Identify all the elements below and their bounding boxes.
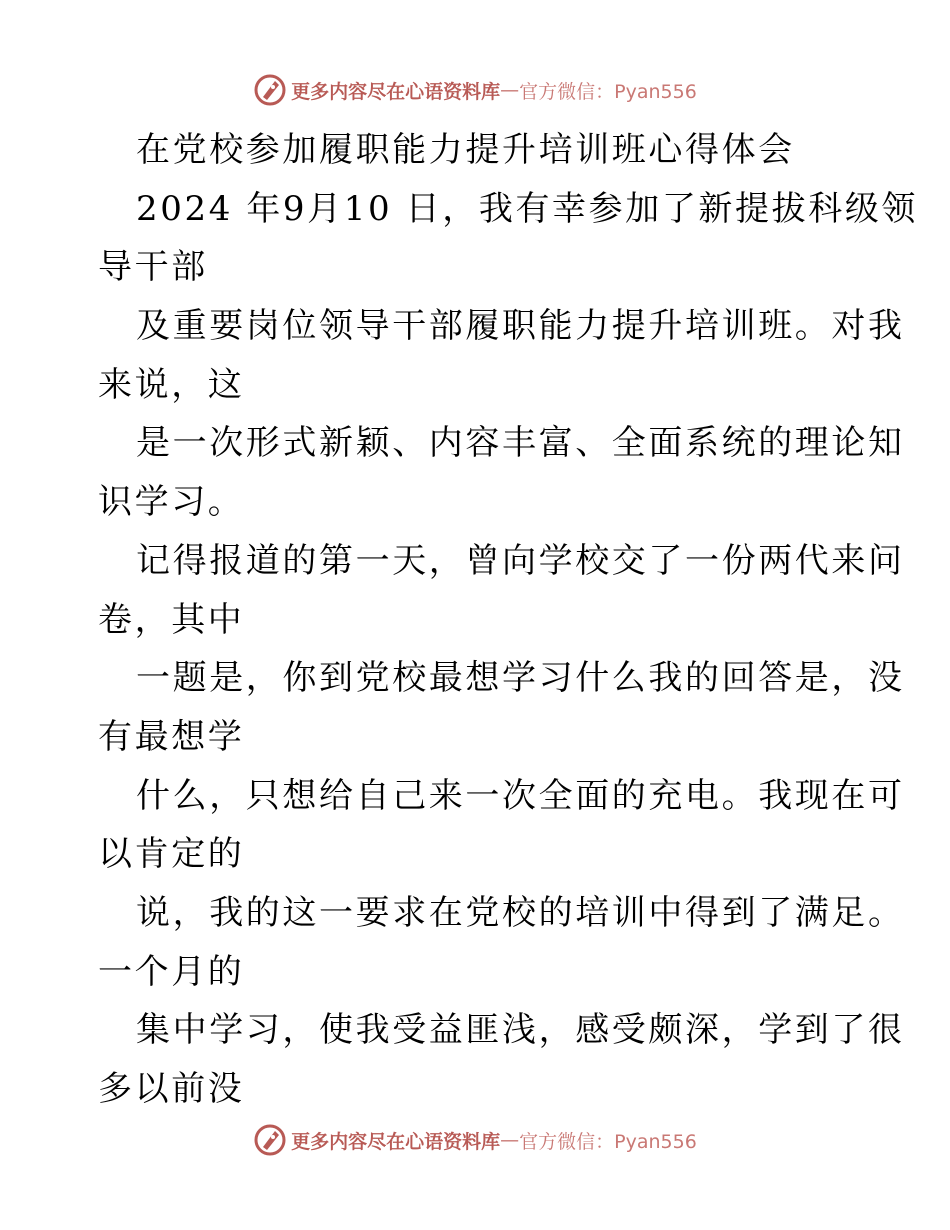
banner-separator: —	[500, 1129, 520, 1151]
paragraph-line: 来说，这	[98, 364, 245, 405]
pen-nib-logo-icon	[253, 1123, 287, 1157]
paragraph-line: 及重要岗位领导干部履职能力提升培训班。对我	[136, 306, 905, 347]
banner-title: 更多内容尽在心语资料库	[291, 80, 501, 103]
paragraph-line: 什么，只想给自己来一次全面的充电。我现在可	[136, 775, 905, 816]
paragraph-line: 有最想学	[98, 716, 245, 757]
banner-separator: —	[500, 79, 520, 101]
paragraph-line: 是一次形式新颖、内容丰富、全面系统的理论知	[136, 423, 905, 464]
banner-title: 更多内容尽在心语资料库	[291, 1130, 501, 1153]
document-title: 在党校参加履职能力提升培训班心得体会	[136, 130, 795, 170]
paragraph-line: 多以前没	[98, 1069, 245, 1109]
footer-banner	[0, 1120, 950, 1160]
banner-contact: 官方微信：Pyan556	[519, 1130, 697, 1153]
paragraph-line: 以肯定的	[98, 834, 245, 875]
paragraph-line: 2024 年9月10 日，我有幸参加了新提拔科级领	[136, 188, 919, 229]
paragraph-line: 导干部	[98, 247, 208, 288]
banner-contact: 官方微信：Pyan556	[519, 80, 697, 103]
header-banner	[0, 70, 950, 110]
pen-nib-logo-icon	[253, 73, 287, 107]
paragraph-line: 一个月的	[98, 951, 245, 992]
paragraph-line: 识学习。	[98, 482, 245, 523]
paragraph-line: 集中学习，使我受益匪浅，感受颇深，学到了很	[136, 1010, 905, 1051]
paragraph-line: 一题是，你到党校最想学习什么我的回答是，没	[136, 658, 905, 699]
paragraph-line: 卷，其中	[98, 599, 245, 640]
document-body	[98, 121, 919, 1119]
paragraph-line: 说，我的这一要求在党校的培训中得到了满足。	[136, 892, 905, 933]
paragraph-line: 记得报道的第一天，曾向学校交了一份两代来问	[136, 540, 905, 581]
